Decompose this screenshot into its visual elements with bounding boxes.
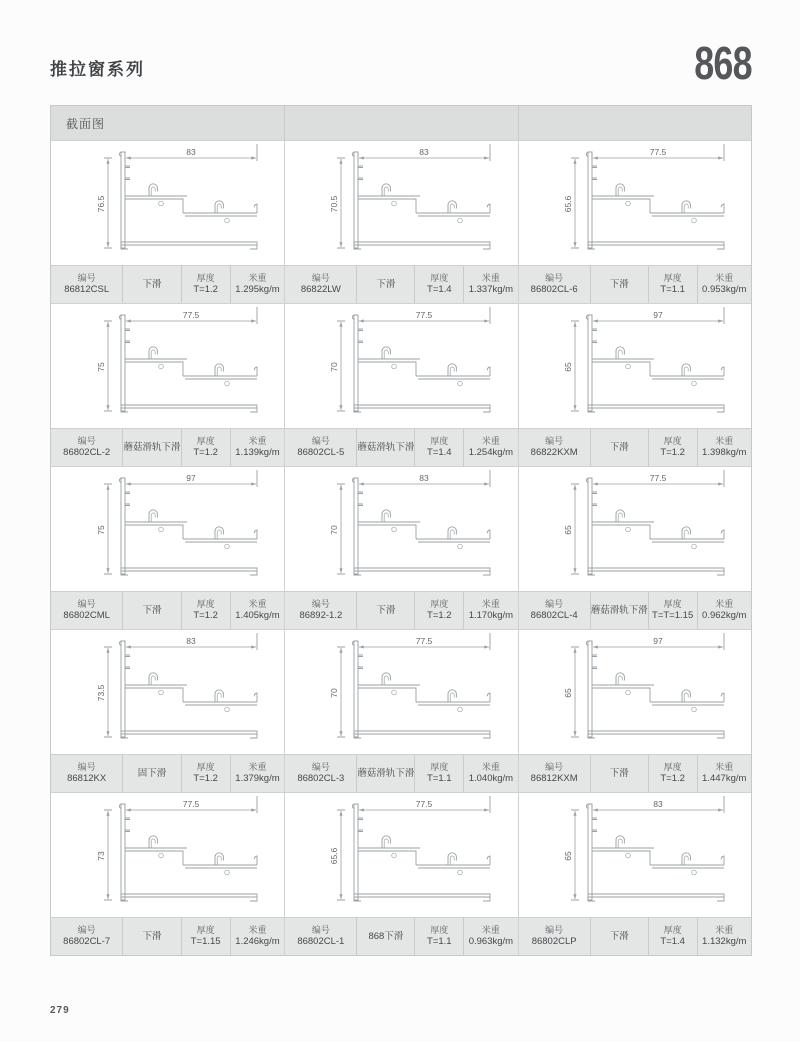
code-label: 编号 <box>77 924 96 935</box>
spec-code <box>51 755 123 792</box>
spec-code <box>519 592 591 629</box>
dim-width-label: 97 <box>185 473 196 483</box>
spec-thickness <box>182 429 231 466</box>
profile-cell <box>518 303 751 466</box>
profile-cross-section <box>290 307 512 425</box>
spec-code <box>285 918 357 955</box>
profile-cross-section <box>290 470 512 588</box>
spec-thickness <box>415 755 464 792</box>
weight-label: 米重 <box>481 761 500 772</box>
weight-label: 米重 <box>248 598 267 609</box>
profile-cross-section <box>524 307 746 425</box>
code-value: 86802CL-5 <box>297 447 345 459</box>
thickness-label: 厚度 <box>196 435 215 446</box>
dim-height-label: 70.5 <box>329 195 340 213</box>
code-label: 编号 <box>311 761 330 772</box>
dim-width-label: 83 <box>185 147 196 157</box>
profile-cross-section <box>57 470 279 588</box>
code-label: 编号 <box>311 924 330 935</box>
spec-type <box>357 592 415 629</box>
profile-drawing <box>285 793 517 917</box>
spec-weight <box>698 266 751 303</box>
profile-drawing <box>285 141 517 265</box>
spec-weight <box>464 755 517 792</box>
thickness-label: 厚度 <box>663 435 682 446</box>
weight-value: 1.295kg/m <box>235 284 280 296</box>
thickness-label: 厚度 <box>663 598 682 609</box>
profile-cell <box>518 629 751 792</box>
thickness-value: T=1.2 <box>193 773 218 785</box>
spec-type <box>357 918 415 955</box>
dim-height-label: 70 <box>329 362 340 372</box>
dim-height-label: 65 <box>562 525 573 535</box>
thickness-value: T=1.2 <box>660 447 685 459</box>
profile-drawing <box>519 304 751 428</box>
weight-value: 1.379kg/m <box>235 773 280 785</box>
dim-height-label: 75 <box>95 362 106 372</box>
spec-thickness <box>182 592 231 629</box>
profile-drawing <box>519 141 751 265</box>
weight-label: 米重 <box>715 272 734 283</box>
weight-value: 0.953kg/m <box>702 284 747 296</box>
code-value: 86802CL-1 <box>297 936 345 948</box>
weight-value: 1.254kg/m <box>468 447 514 459</box>
spec-thickness <box>649 429 698 466</box>
weight-value: 1.170kg/m <box>468 610 514 622</box>
weight-label: 米重 <box>248 435 267 446</box>
thickness-value: T=1.4 <box>427 284 452 296</box>
spec-weight <box>231 755 285 792</box>
spec-type <box>591 918 649 955</box>
spec-strip <box>519 265 751 303</box>
spec-code <box>51 266 123 303</box>
thickness-label: 厚度 <box>196 761 215 772</box>
code-value: 86812CSL <box>64 284 110 296</box>
section-title: 截面图 <box>66 116 106 131</box>
profile-cell <box>51 303 284 466</box>
weight-value: 1.398kg/m <box>702 447 747 459</box>
thickness-label: 厚度 <box>196 598 215 609</box>
profile-drawing <box>285 304 517 428</box>
thickness-value: T=T=1.15 <box>652 610 694 622</box>
profile-drawing <box>519 630 751 754</box>
dim-height-label: 65.6 <box>329 847 340 865</box>
profile-drawing <box>519 793 751 917</box>
profile-cross-section <box>290 796 512 914</box>
thickness-label: 厚度 <box>663 924 682 935</box>
spec-type <box>591 755 649 792</box>
thickness-value: T=1.2 <box>193 284 218 296</box>
profile-cell <box>284 140 517 303</box>
code-label: 编号 <box>545 435 564 446</box>
spec-strip <box>519 591 751 629</box>
profile-cell <box>51 140 284 303</box>
weight-label: 米重 <box>715 435 734 446</box>
spec-thickness <box>415 918 464 955</box>
dim-height-label: 65 <box>562 851 573 861</box>
spec-strip <box>51 917 284 955</box>
spec-type <box>123 918 181 955</box>
weight-label: 米重 <box>248 761 267 772</box>
profile-cross-section <box>57 633 279 751</box>
dim-width-label: 77.5 <box>182 799 199 809</box>
thickness-label: 厚度 <box>430 435 449 446</box>
profile-drawing <box>51 793 284 917</box>
dim-width-label: 77.5 <box>182 310 199 320</box>
spec-code <box>51 429 123 466</box>
spec-strip <box>285 754 517 792</box>
profile-cell <box>518 466 751 629</box>
dim-height-label: 75 <box>95 525 106 535</box>
thickness-value: T=1.1 <box>427 936 452 948</box>
code-label: 编号 <box>545 272 564 283</box>
weight-label: 米重 <box>248 924 267 935</box>
code-label: 编号 <box>77 598 96 609</box>
dim-width-label: 83 <box>419 473 430 483</box>
dim-width-label: 83 <box>185 636 196 646</box>
thickness-label: 厚度 <box>663 272 682 283</box>
code-value: 86822LW <box>300 284 341 296</box>
code-value: 86802CL-7 <box>63 936 111 948</box>
weight-label: 米重 <box>481 272 500 283</box>
weight-value: 1.139kg/m <box>235 447 280 459</box>
weight-label: 米重 <box>481 598 500 609</box>
spec-type <box>357 266 415 303</box>
table-header-cell <box>518 106 751 140</box>
dim-width-label: 77.5 <box>649 473 667 483</box>
type-value: 蘑菇滑轨下滑 <box>123 441 181 453</box>
spec-weight <box>464 592 517 629</box>
code-label: 编号 <box>311 435 330 446</box>
type-value: 下滑 <box>609 278 629 290</box>
dim-height-label: 65 <box>562 362 573 372</box>
profile-drawing <box>51 467 284 591</box>
spec-weight <box>464 918 517 955</box>
weight-value: 1.132kg/m <box>702 936 747 948</box>
page-title: 推拉窗系列 <box>50 60 145 79</box>
thickness-value: T=1.4 <box>660 936 685 948</box>
weight-label: 米重 <box>715 924 734 935</box>
dim-height-label: 70 <box>329 525 340 535</box>
spec-strip <box>51 428 284 466</box>
spec-type <box>591 592 649 629</box>
spec-strip <box>51 754 284 792</box>
profile-drawing <box>51 630 284 754</box>
weight-label: 米重 <box>715 761 734 772</box>
profile-cell <box>284 629 517 792</box>
dim-height-label: 73 <box>95 851 106 861</box>
spec-type <box>123 429 181 466</box>
spec-type <box>123 755 181 792</box>
weight-value: 1.447kg/m <box>702 773 747 785</box>
spec-weight <box>231 592 285 629</box>
profile-cross-section <box>290 633 512 751</box>
dim-width-label: 97 <box>653 310 663 320</box>
profile-drawing <box>519 467 751 591</box>
spec-strip <box>519 754 751 792</box>
spec-thickness <box>415 592 464 629</box>
profile-drawing <box>285 630 517 754</box>
table-header-cell <box>51 106 284 140</box>
profile-cell <box>51 629 284 792</box>
code-label: 编号 <box>545 924 564 935</box>
code-value: 86802CLP <box>531 936 577 948</box>
profile-cross-section <box>57 144 279 262</box>
spec-code <box>285 755 357 792</box>
type-value: 868下滑 <box>368 930 404 942</box>
code-value: 86802CL-4 <box>530 610 578 622</box>
profile-grid <box>51 140 751 955</box>
thickness-label: 厚度 <box>196 924 215 935</box>
spec-weight <box>231 918 285 955</box>
spec-type <box>591 266 649 303</box>
code-label: 编号 <box>77 272 96 283</box>
profile-cell <box>284 303 517 466</box>
code-label: 编号 <box>77 761 96 772</box>
type-value: 下滑 <box>609 441 629 453</box>
spec-strip <box>285 428 517 466</box>
spec-code <box>51 918 123 955</box>
code-value: 86822KXM <box>530 447 578 459</box>
type-value: 下滑 <box>142 604 162 616</box>
series-number: 868 <box>694 37 752 89</box>
weight-value: 0.963kg/m <box>468 936 514 948</box>
spec-thickness <box>182 266 231 303</box>
dim-width-label: 77.5 <box>649 147 667 157</box>
spec-strip <box>285 591 517 629</box>
type-value: 下滑 <box>376 278 396 290</box>
spec-code <box>51 592 123 629</box>
profile-drawing <box>51 141 284 265</box>
profile-cell <box>518 792 751 955</box>
type-value: 蘑菇滑轨下滑 <box>590 604 648 616</box>
thickness-value: T=1.2 <box>193 610 218 622</box>
profile-cross-section <box>57 796 279 914</box>
profile-cell <box>284 466 517 629</box>
spec-weight <box>464 266 517 303</box>
spec-weight <box>698 592 751 629</box>
type-value: 下滑 <box>609 767 629 779</box>
weight-label: 米重 <box>248 272 267 283</box>
thickness-label: 厚度 <box>430 598 449 609</box>
dim-height-label: 65 <box>562 688 573 698</box>
thickness-value: T=1.2 <box>660 773 685 785</box>
code-value: 86802CL-3 <box>297 773 345 785</box>
spec-weight <box>231 429 285 466</box>
type-value: 下滑 <box>142 930 162 942</box>
thickness-value: T=1.15 <box>190 936 221 948</box>
spec-type <box>123 266 181 303</box>
type-value: 蘑菇滑轨下滑 <box>357 441 415 453</box>
thickness-label: 厚度 <box>430 272 449 283</box>
thickness-label: 厚度 <box>430 924 449 935</box>
thickness-label: 厚度 <box>196 272 215 283</box>
type-value: 下滑 <box>142 278 162 290</box>
spec-code <box>285 429 357 466</box>
spec-code <box>285 592 357 629</box>
code-label: 编号 <box>77 435 96 446</box>
spec-weight <box>698 755 751 792</box>
spec-thickness <box>649 266 698 303</box>
type-value: 蘑菇滑轨下滑 <box>357 767 415 779</box>
spec-weight <box>464 429 517 466</box>
spec-strip <box>285 917 517 955</box>
code-label: 编号 <box>311 272 330 283</box>
dim-height-label: 76.5 <box>95 195 106 213</box>
weight-value: 1.405kg/m <box>235 610 280 622</box>
profile-table <box>50 105 752 956</box>
type-value: 下滑 <box>376 604 396 616</box>
code-label: 编号 <box>311 598 330 609</box>
code-label: 编号 <box>545 598 564 609</box>
thickness-value: T=1.1 <box>660 284 685 296</box>
thickness-value: T=1.1 <box>427 773 452 785</box>
type-value: 下滑 <box>609 930 629 942</box>
profile-cell <box>51 466 284 629</box>
thickness-label: 厚度 <box>663 761 682 772</box>
spec-weight <box>698 429 751 466</box>
spec-weight <box>231 266 285 303</box>
dim-width-label: 77.5 <box>416 310 433 320</box>
profile-cross-section <box>524 470 746 588</box>
table-header-row <box>51 106 751 140</box>
dim-width-label: 77.5 <box>416 636 433 646</box>
thickness-value: T=1.2 <box>193 447 218 459</box>
code-value: 86892-1.2 <box>299 610 343 622</box>
dim-width-label: 77.5 <box>416 799 433 809</box>
spec-code <box>519 755 591 792</box>
dim-width-label: 83 <box>653 799 663 809</box>
spec-type <box>123 592 181 629</box>
profile-drawing <box>51 304 284 428</box>
code-value: 86802CL-6 <box>530 284 578 296</box>
code-value: 86802CL-2 <box>63 447 111 459</box>
spec-thickness <box>182 918 231 955</box>
thickness-value: T=1.2 <box>427 610 452 622</box>
profile-cell <box>284 792 517 955</box>
dim-width-label: 97 <box>653 636 663 646</box>
spec-code <box>519 429 591 466</box>
dim-height-label: 65.6 <box>562 195 573 213</box>
spec-type <box>357 755 415 792</box>
weight-label: 米重 <box>481 924 500 935</box>
spec-strip <box>519 428 751 466</box>
code-value: 86812KX <box>67 773 107 785</box>
profile-cross-section <box>57 307 279 425</box>
weight-label: 米重 <box>481 435 500 446</box>
spec-thickness <box>182 755 231 792</box>
spec-strip <box>285 265 517 303</box>
weight-value: 1.040kg/m <box>468 773 514 785</box>
spec-thickness <box>649 918 698 955</box>
profile-cell <box>51 792 284 955</box>
weight-value: 1.246kg/m <box>235 936 280 948</box>
weight-value: 0.962kg/m <box>702 610 747 622</box>
spec-code <box>519 918 591 955</box>
weight-value: 1.337kg/m <box>468 284 514 296</box>
spec-thickness <box>415 266 464 303</box>
spec-type <box>591 429 649 466</box>
weight-label: 米重 <box>715 598 734 609</box>
spec-strip <box>51 591 284 629</box>
spec-code <box>285 266 357 303</box>
profile-drawing <box>285 467 517 591</box>
table-header-cell <box>284 106 517 140</box>
spec-strip <box>519 917 751 955</box>
profile-cross-section <box>290 144 512 262</box>
spec-thickness <box>649 592 698 629</box>
thickness-value: T=1.4 <box>427 447 452 459</box>
spec-strip <box>51 265 284 303</box>
profile-cross-section <box>524 796 746 914</box>
code-value: 86812KXM <box>530 773 578 785</box>
thickness-label: 厚度 <box>430 761 449 772</box>
profile-cell <box>518 140 751 303</box>
dim-height-label: 73.5 <box>95 684 106 702</box>
type-value: 固下滑 <box>137 767 167 779</box>
profile-cross-section <box>524 633 746 751</box>
code-label: 编号 <box>545 761 564 772</box>
page-header <box>50 37 752 89</box>
spec-thickness <box>649 755 698 792</box>
profile-cross-section <box>524 144 746 262</box>
spec-thickness <box>415 429 464 466</box>
dim-width-label: 83 <box>419 147 430 157</box>
spec-weight <box>698 918 751 955</box>
page-number: 279 <box>50 1005 70 1016</box>
spec-type <box>357 429 415 466</box>
spec-code <box>519 266 591 303</box>
code-value: 86802CML <box>63 610 110 622</box>
dim-height-label: 70 <box>329 688 340 698</box>
